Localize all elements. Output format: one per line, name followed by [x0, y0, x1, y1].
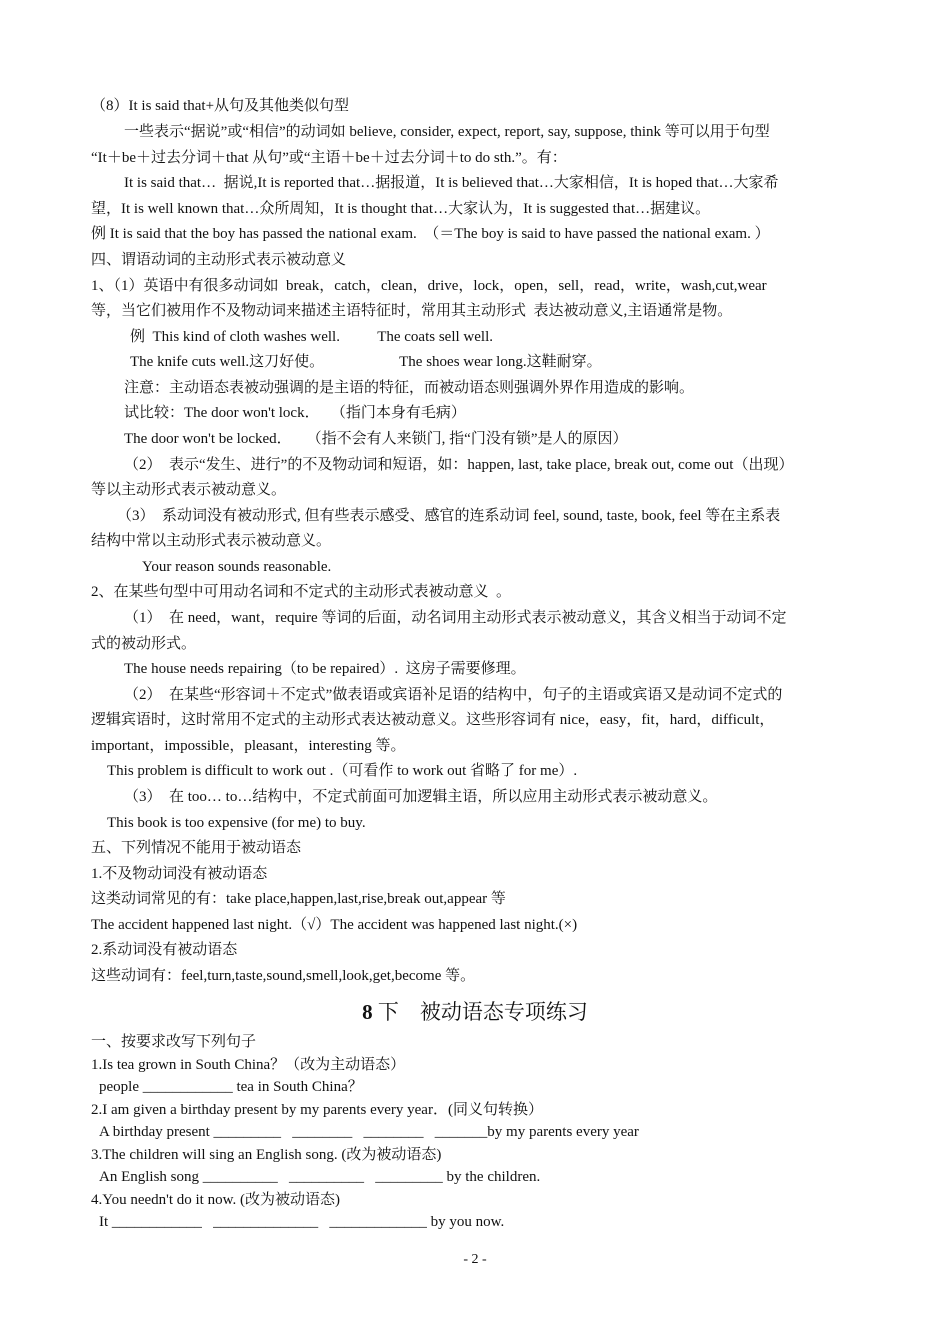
exercise-answer-line: An English song __________ __________ _________ by the children.	[99, 1169, 541, 1185]
text-line: The house needs repairing（to be repaired）. 这房子需要修理。	[124, 661, 526, 677]
text-line: （3） 在 too… to…结构中，不定式前面可加逻辑主语，所以应用主动形式表示被动意义。	[124, 789, 718, 805]
exercise-heading: 一、按要求改写下列句子	[91, 1034, 257, 1050]
text-line: 这类动词常见的有：take place,happen,last,rise,break out,appear 等	[91, 891, 506, 907]
text-line: 1、（1）英语中有很多动词如 break，catch，clean，drive，lock，open，sell，read，write，wash,cut,wear	[91, 278, 767, 294]
section-heading: 五、下列情况不能用于被动语态	[91, 840, 302, 856]
text-line: The accident happened last night.（√）The accident was happened last night.(×)	[91, 917, 578, 933]
text-line: This book is too expensive (for me) to buy.	[107, 815, 366, 831]
section-title-text: 下 被动语态专项练习	[372, 1000, 588, 1024]
exercise-question: 4.You needn't do it now. (改为被动语态)	[91, 1192, 340, 1208]
exercise-question: 1.Is tea grown in South China？（改为主动语态）	[91, 1057, 406, 1073]
text-line: 这些动词有：feel,turn,taste,sound,smell,look,get,become 等。	[91, 968, 476, 984]
text-line: 一些表示“据说”或“相信”的动词如 believe, consider, expect, report, say, suppose, think 等可以用于句型	[124, 124, 770, 140]
text-line: 2.系动词没有被动语态	[91, 942, 238, 958]
exercise-answer-line: A birthday present _________ ________ ________ _______by my parents every year	[99, 1124, 639, 1140]
section-title	[0, 998, 950, 1026]
text-line: important，impossible，pleasant，interesting 等。	[91, 738, 406, 754]
text-line: 试比较：The door won't lock． （指门本身有毛病）	[124, 405, 466, 421]
text-line: 2、在某些句型中可用动名词和不定式的主动形式表被动意义 。	[91, 584, 512, 600]
text-line: 式的被动形式。	[91, 636, 197, 652]
exercise-question: 2.I am given a birthday present by my parents every year．(同义句转换）	[91, 1102, 543, 1118]
text-line: 等以主动形式表示被动意义。	[91, 482, 287, 498]
text-line: 等，当它们被用作不及物动词来描述主语特征时，常用其主动形式 表达被动意义,主语通常是物。	[91, 303, 733, 319]
text-line: The door won't be locked． （指不会有人来锁门, 指“门没有锁”是人的原因）	[124, 431, 628, 447]
text-line: The knife cuts well.这刀好使。 The shoes wear long.这鞋耐穿。	[130, 354, 602, 370]
text-line: It is said that… 据说,It is reported that…据报道，It is believed that…大家相信，It is hoped that…大家希	[124, 175, 779, 191]
text-line: Your reason sounds reasonable.	[142, 559, 332, 575]
text-line: 注意：主动语态表被动强调的是主语的特征，而被动语态则强调外界作用造成的影响。	[124, 380, 695, 396]
text-line: 1.不及物动词没有被动语态	[91, 866, 268, 882]
text-line: “It＋be＋过去分词＋that 从句”或“主语＋be＋过去分词＋to do sth.”。有：	[91, 150, 567, 166]
page-number: - 2 -	[463, 1252, 487, 1267]
text-line: （8）It is said that+从句及其他类似句型	[91, 98, 350, 114]
text-line: 望，It is well known that…众所周知，It is thought that…大家认为，It is suggested that…据建议。	[91, 201, 711, 217]
section-title-number: 8	[362, 1000, 373, 1024]
text-line: 结构中常以主动形式表示被动意义。	[91, 533, 332, 549]
exercise-answer-line: people ____________ tea in South China？	[99, 1079, 363, 1095]
exercise-question: 3.The children will sing an English song. (改为被动语态)	[91, 1147, 442, 1163]
text-line: 例 It is said that the boy has passed the national exam. （＝The boy is said to have passed the national exam. ）	[91, 226, 770, 242]
text-line: This problem is difficult to work out .（可看作 to work out 省略了 for me）.	[107, 763, 578, 779]
text-line: 例 This kind of cloth washes well. The coats sell well.	[130, 329, 493, 345]
section-heading: 四、谓语动词的主动形式表示被动意义	[91, 252, 347, 268]
exercise-answer-line: It ____________ ______________ _____________ by you now.	[99, 1214, 505, 1230]
text-line: 逻辑宾语时，这时常用不定式的主动形式表达被动意义。这些形容词有 nice，easy，fit，hard，difficult，	[91, 712, 775, 728]
text-line: （3） 系动词没有被动形式, 但有些表示感受、感官的连系动词 feel, sound, taste, book, feel 等在主系表	[117, 508, 781, 524]
text-line: （1） 在 need，want，require 等词的后面，动名词用主动形式表示被动意义，其含义相当于动词不定	[124, 610, 787, 626]
text-line: （2） 表示“发生、进行”的不及物动词和短语，如：happen, last, take place, break out, come out（出现）	[124, 457, 794, 473]
text-line: （2） 在某些“形容词＋不定式”做表语或宾语补足语的结构中，句子的主语或宾语又是动词不定式的	[124, 687, 783, 703]
